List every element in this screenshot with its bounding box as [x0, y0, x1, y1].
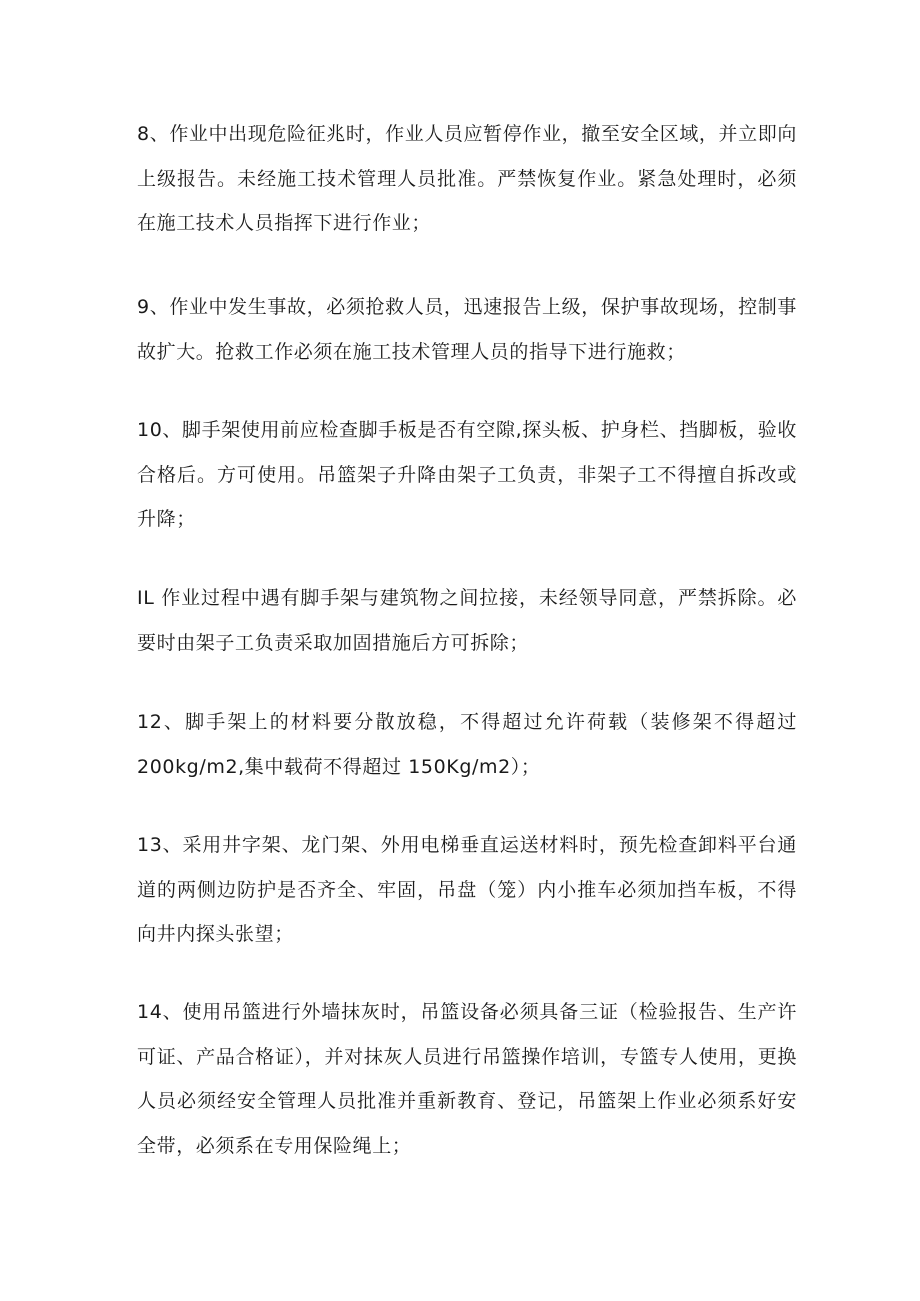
- paragraph-item-13: 13、采用井字架、龙门架、外用电梯垂直运送材料时，预先检查卸料平台通道的两侧边防护是否齐全、牢固，吊盘（笼）内小推车必须加挡车板，不得向井内探头张望；: [137, 834, 797, 945]
- paragraph-item-12: 12、脚手架上的材料要分散放稳，不得超过允许荷载（装修架不得超过200kg∕m2,集中载荷不得超过 150Kg∕m2）；: [137, 711, 797, 778]
- paragraph-item-14: 14、使用吊篮进行外墙抹灰时，吊篮设备必须具备三证（检验报告、生产许可证、产品合格证），并对抹灰人员进行吊篮操作培训，专篮专人使用，更换人员必须经安全管理人员批准并重新教育、登记，吊篮架上作业必须系好安全带，必须系在专用保险绳上；: [137, 1001, 797, 1157]
- paragraph-item-10: 10、脚手架使用前应检查脚手板是否有空隙,探头板、护身栏、挡脚板，验收合格后。方可使用。吊篮架子升降由架子工负责，非架子工不得擅自拆改或升降；: [137, 419, 797, 530]
- paragraph-item-11: IL 作业过程中遇有脚手架与建筑物之间拉接，未经领导同意，严禁拆除。必要时由架子工负责采取加固措施后方可拆除；: [137, 587, 797, 654]
- paragraph-item-8: 8、作业中出现危险征兆时，作业人员应暂停作业，撤至安全区域，并立即向上级报告。未经施工技术管理人员批准。严禁恢复作业。紧急处理时，必须在施工技术人员指挥下进行作业；: [137, 123, 797, 234]
- paragraph-item-9: 9、作业中发生事故，必须抢救人员，迅速报告上级，保护事故现场，控制事故扩大。抢救工作必须在施工技术管理人员的指导下进行施救；: [137, 296, 797, 363]
